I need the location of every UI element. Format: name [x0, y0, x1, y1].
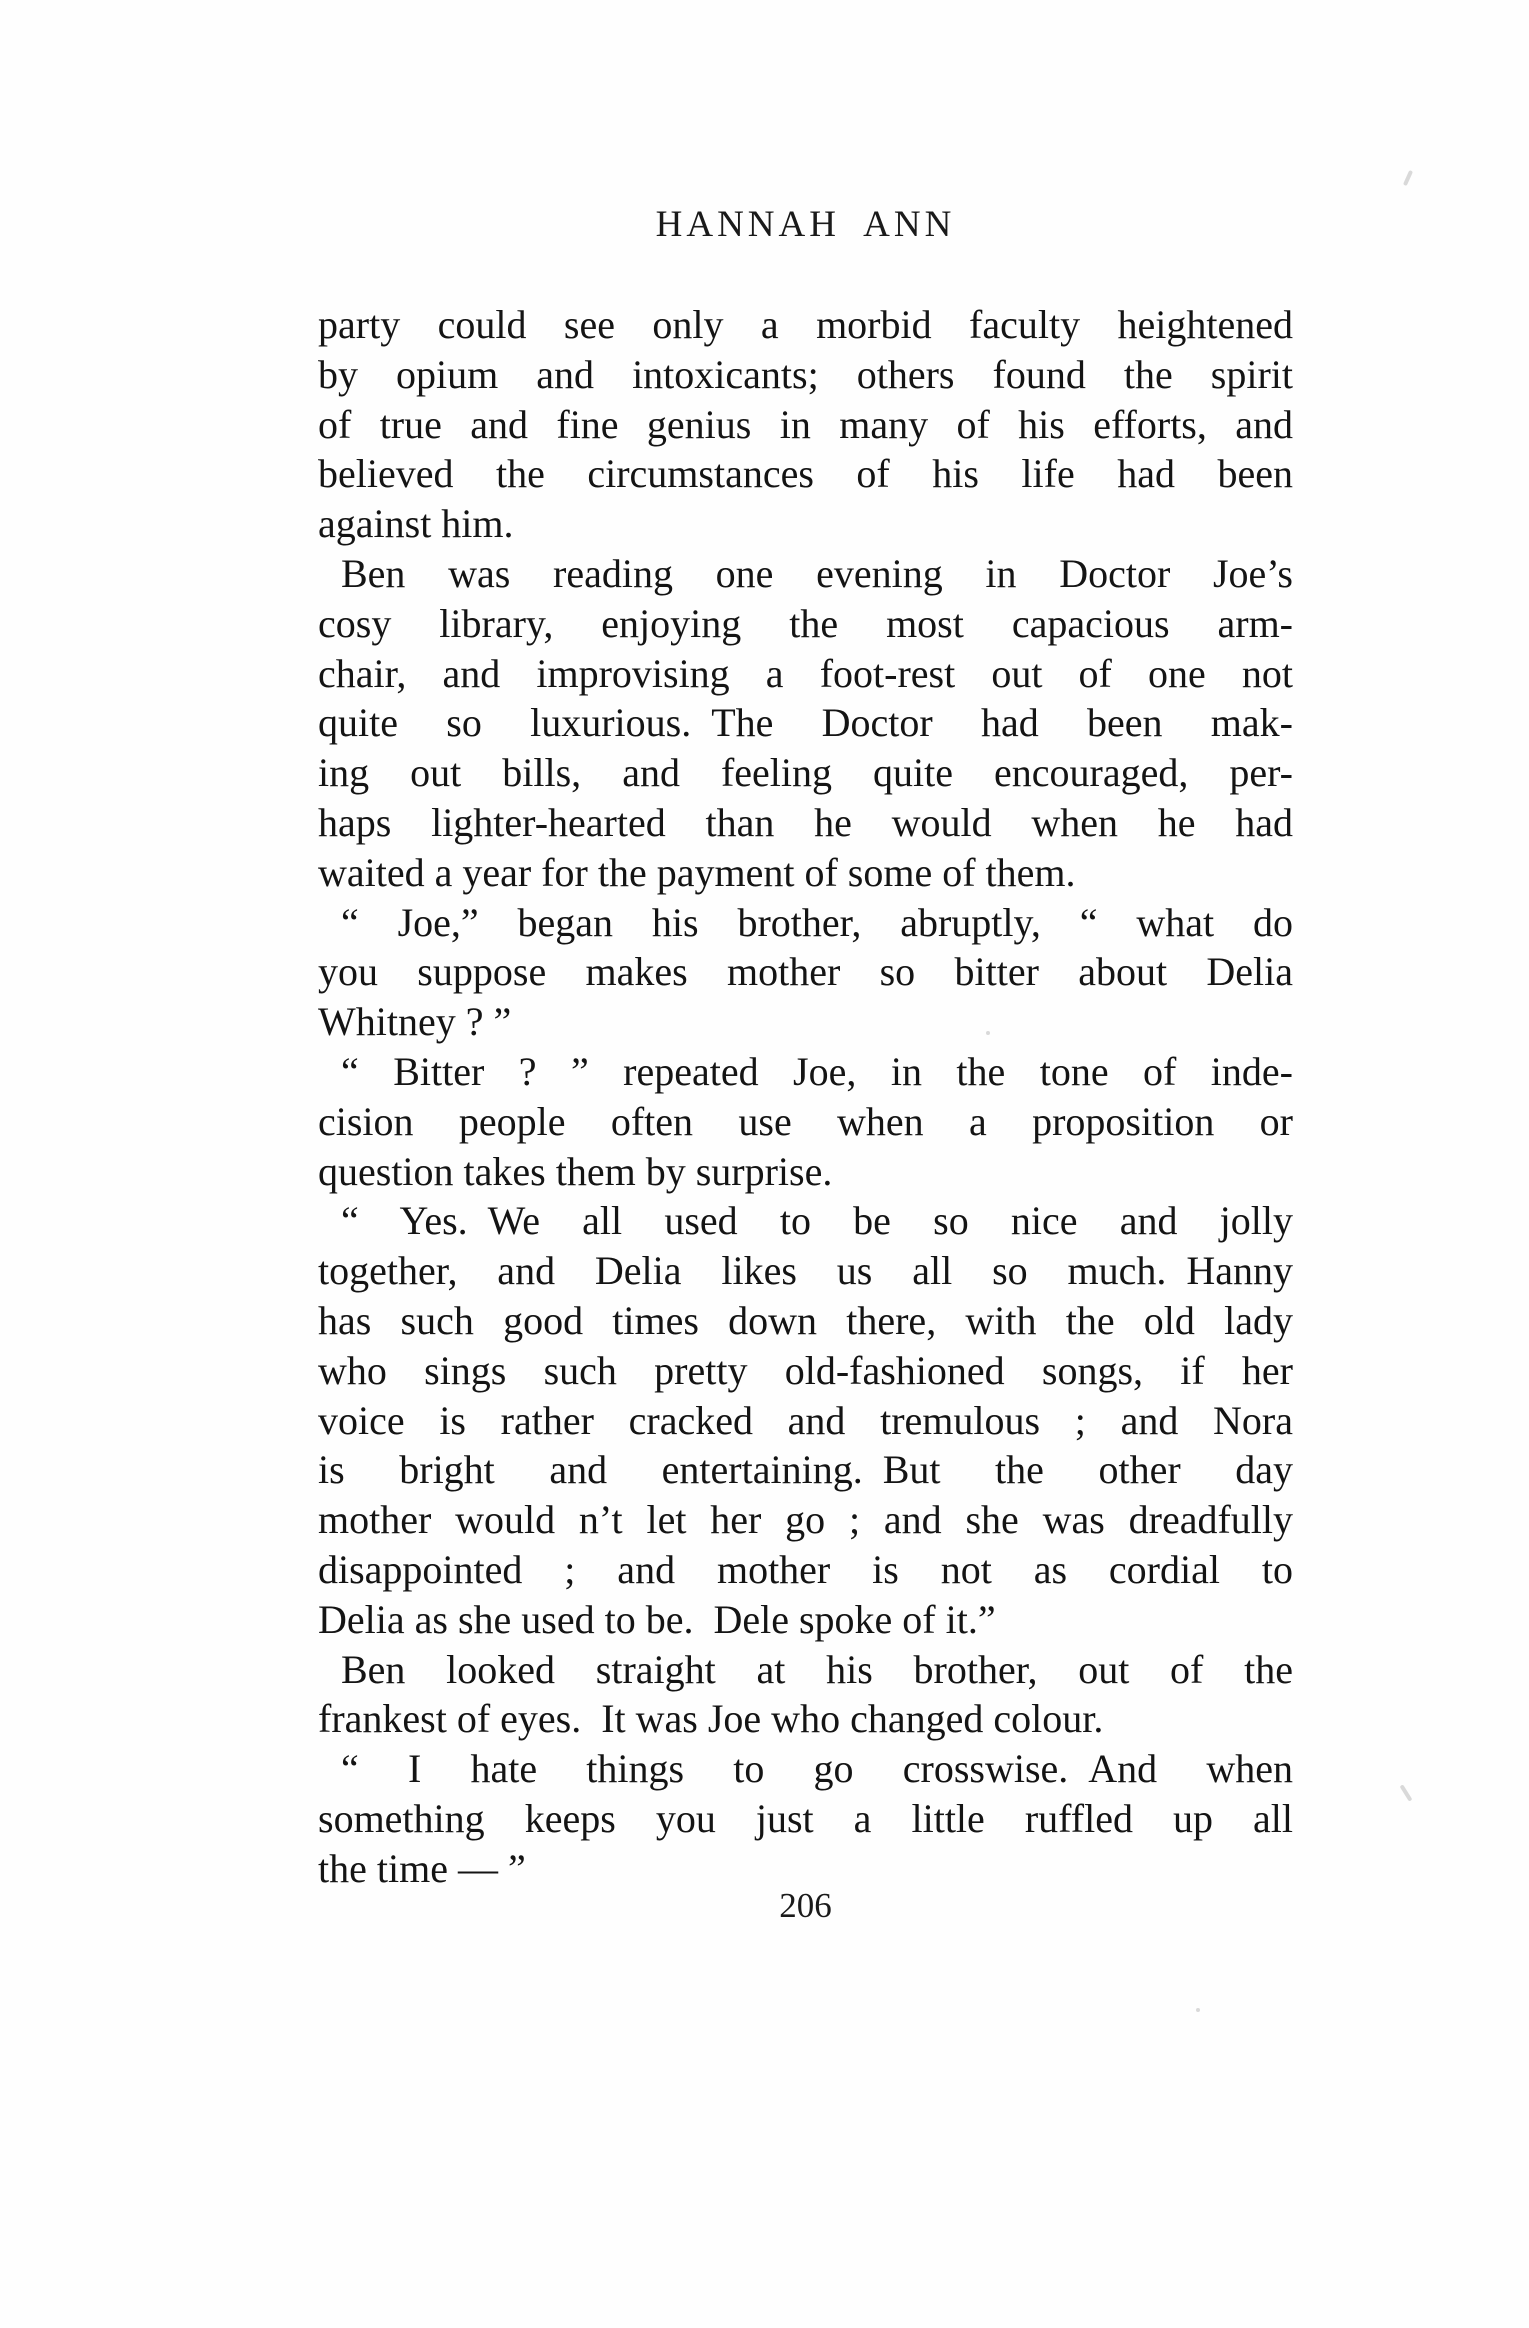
text-line: chair, and improvising a foot-rest out of one not — [318, 650, 1293, 696]
paragraph — [318, 1047, 1293, 1196]
text-line: cosy library, enjoying the most capacious arm- — [318, 600, 1293, 646]
scan-artifact — [1400, 1784, 1413, 1801]
paragraph — [318, 1645, 1293, 1745]
text-line: of true and fine genius in many of his efforts, and — [318, 401, 1293, 447]
page-number: 206 — [779, 1886, 832, 1925]
running-head: HANNAH ANN — [655, 204, 956, 245]
scan-artifact — [986, 1031, 990, 1035]
text-line: mother would n’t let her go ; and she was dreadfully — [318, 1497, 1293, 1543]
text-line: against him. — [318, 501, 514, 547]
paragraph — [318, 1744, 1293, 1893]
text-line: waited a year for the payment of some of them. — [318, 849, 1076, 895]
scan-artifact — [1196, 2008, 1200, 2012]
text-line: cision people often use when a proposition or — [318, 1098, 1293, 1144]
text-line: question takes them by surprise. — [318, 1148, 833, 1194]
text-line: Delia as she used to be. Dele spoke of it.” — [318, 1596, 996, 1642]
body-text — [318, 300, 1293, 1894]
text-line: frankest of eyes. It was Joe who changed colour. — [318, 1696, 1104, 1742]
text-line: Ben was reading one evening in Doctor Joe’s — [341, 550, 1293, 596]
text-line: Ben looked straight at his brother, out of the — [341, 1646, 1293, 1692]
text-line: believed the circumstances of his life had been — [318, 451, 1293, 497]
text-line: “ I hate things to go crosswise. And when — [341, 1746, 1293, 1792]
paragraph — [318, 1196, 1293, 1644]
text-line: disappointed ; and mother is not as cordial to — [318, 1546, 1293, 1592]
text-line: by opium and intoxicants; others found the spirit — [318, 351, 1293, 397]
text-line: the time — ” — [318, 1845, 526, 1891]
paragraph — [318, 300, 1293, 549]
text-line: “ Yes. We all used to be so nice and jolly — [341, 1198, 1293, 1244]
text-line: haps lighter-hearted than he would when he had — [318, 799, 1293, 845]
text-line: voice is rather cracked and tremulous ; and Nora — [318, 1397, 1293, 1443]
text-line: something keeps you just a little ruffled up all — [318, 1795, 1293, 1841]
text-line: who sings such pretty old-fashioned songs, if her — [318, 1347, 1293, 1393]
text-line: Whitney ? ” — [318, 999, 512, 1045]
paragraph — [318, 549, 1293, 898]
text-line: “ Joe,” began his brother, abruptly, “ what do — [341, 899, 1293, 945]
scan-artifact — [1403, 170, 1413, 186]
text-line: you suppose makes mother so bitter about Delia — [318, 949, 1293, 995]
text-line: ing out bills, and feeling quite encouraged, per- — [318, 750, 1293, 796]
text-line: party could see only a morbid faculty heightened — [318, 302, 1293, 347]
text-line: quite so luxurious. The Doctor had been mak- — [318, 700, 1293, 746]
text-line: together, and Delia likes us all so much. Hanny — [318, 1248, 1293, 1294]
text-line: “ Bitter ? ” repeated Joe, in the tone of inde- — [341, 1048, 1293, 1094]
text-line: is bright and entertaining. But the other day — [318, 1447, 1293, 1493]
text-line: has such good times down there, with the old lady — [318, 1297, 1293, 1343]
paragraph — [318, 898, 1293, 1047]
